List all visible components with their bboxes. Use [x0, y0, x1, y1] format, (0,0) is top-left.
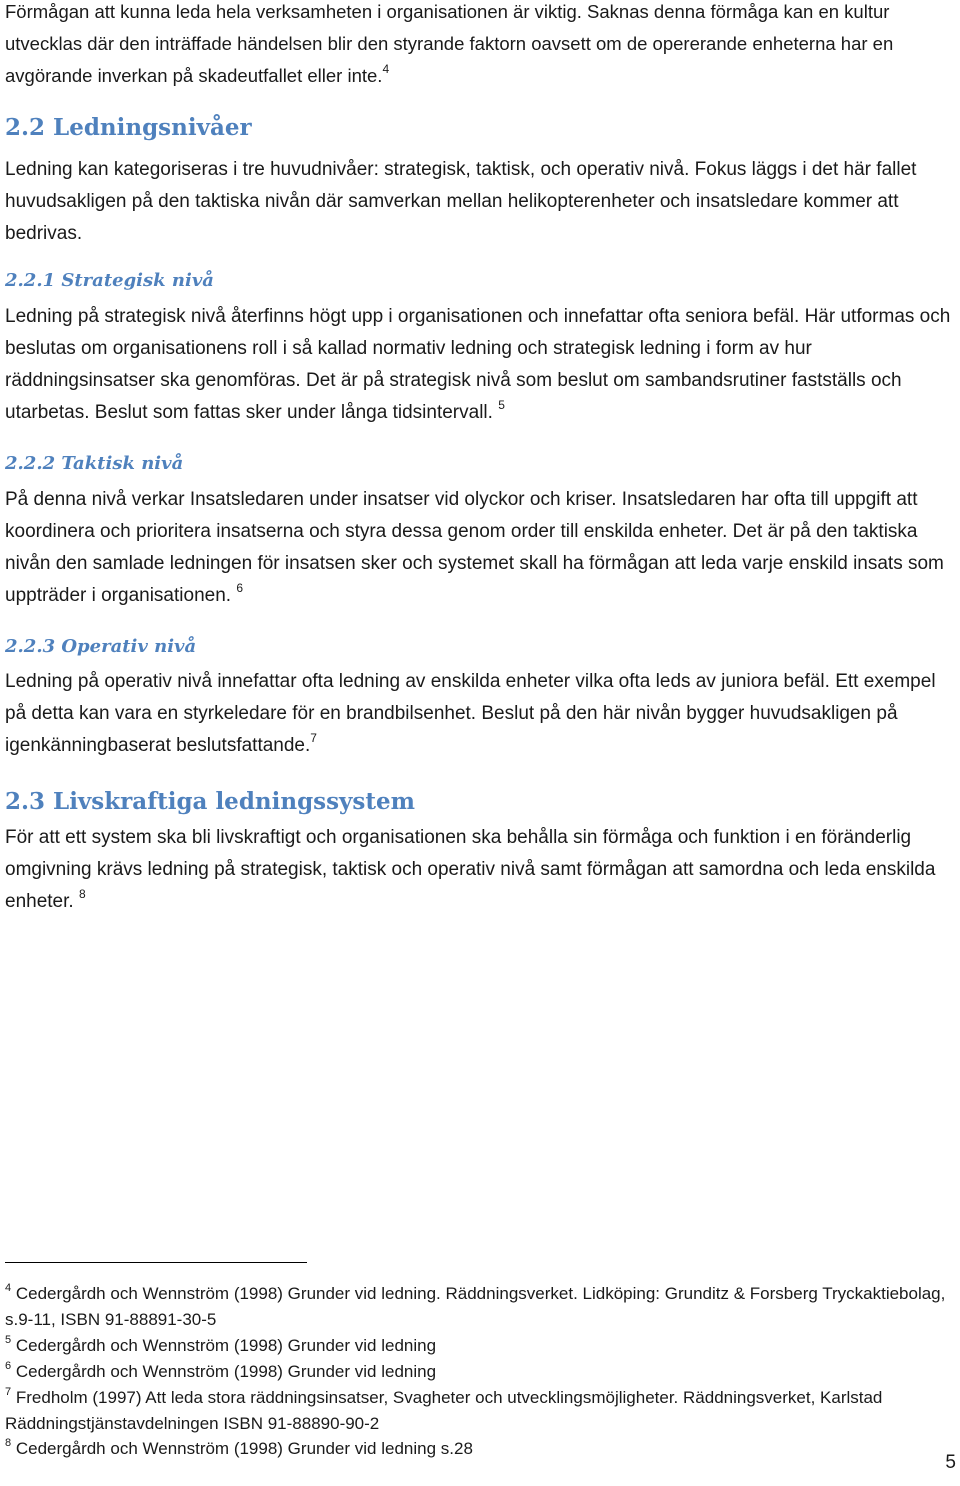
section-2-3-paragraph	[5, 822, 955, 918]
footnote-8-number: 8	[5, 1437, 12, 1449]
section-heading-2-3: 2.3 Livskraftiga ledningssystem	[5, 788, 415, 815]
section-heading-2-2-2: 2.2.2 Taktisk nivå	[5, 453, 184, 474]
section-heading-2-2: 2.2 Ledningsnivåer	[5, 114, 252, 141]
footnote-6	[5, 1359, 955, 1385]
footnote-ref-7[interactable]: 7	[310, 731, 317, 745]
footnote-7-number: 7	[5, 1386, 12, 1398]
footnote-ref-4[interactable]: 4	[382, 62, 390, 76]
section-heading-2-2-1: 2.2.1 Strategisk nivå	[5, 270, 214, 291]
section-2-2-1-text: Ledning på strategisk nivå återfinns högt upp i organisationen och innefattar ofta seniora befäl. Här utformas och beslutas om organisationens roll i så kallad normativ ledning och strategisk ledning i form av hur räddningsinsatser ska genomföras. Det är på strategisk nivå som beslut om sambandsrutiner fastställs och utarbetas. Beslut som fattas sker under långa tidsintervall.	[5, 306, 951, 423]
section-heading-2-2-3: 2.2.3 Operativ nivå	[5, 636, 197, 657]
footnote-4-number: 4	[5, 1282, 12, 1294]
section-2-2-2-text: På denna nivå verkar Insatsledaren under insatser vid olyckor och kriser. Insatsledaren har ofta till uppgift att koordinera och prioritera insatserna och styra dessa genom order till enskilda enheter. Det är på den taktiska nivån den samlade ledningen för insatsen sker och systemet skall ha förmågan att leda varje enskild insats som uppträder i organisationen.	[5, 489, 944, 606]
section-2-3-text: För att ett system ska bli livskraftigt och organisationen ska behålla sin förmåga och funktion i en föränderlig omgivning krävs ledning på strategisk, taktisk och operativ nivå samt förmågan att samordna och leda enskilda enheter.	[5, 827, 936, 912]
footnote-7-text: Fredholm (1997) Att leda stora räddningsinsatser, Svagheter och utvecklingsmöjligheter. Räddningsverket, Karlstad Räddningstjänstavdelningen ISBN 91-88890-90-2	[5, 1388, 883, 1433]
footnote-6-number: 6	[5, 1360, 12, 1372]
footnote-7	[5, 1385, 955, 1437]
footnote-6-text: Cedergårdh och Wennström (1998) Grunder vid ledning	[15, 1362, 437, 1381]
footnote-4	[5, 1281, 955, 1333]
intro-text: Förmågan att kunna leda hela verksamheten i organisationen är viktig. Saknas denna förmåga kan en kultur utvecklas där den inträffade händelsen blir den styrande faktorn oavsett om de opererande enheterna har en avgörande inverkan på skadeutfallet eller inte.	[5, 1, 894, 86]
footnote-ref-6[interactable]: 6	[236, 581, 244, 595]
footnote-5-number: 5	[5, 1334, 12, 1346]
footnote-ref-8[interactable]: 8	[78, 887, 86, 901]
section-2-2-2-paragraph	[5, 484, 955, 612]
footnote-ref-5[interactable]: 5	[498, 398, 505, 412]
footnote-separator	[5, 1262, 307, 1263]
footnote-8-text: Cedergårdh och Wennström (1998) Grunder vid ledning s.28	[15, 1439, 473, 1458]
section-2-2-paragraph: Ledning kan kategoriseras i tre huvudnivåer: strategisk, taktisk, och operativ nivå. Fokus läggs i det här fallet huvudsakligen på den taktiska nivån där samverkan mellan helikopterenheter och insatsledare kommer att bedrivas.	[5, 159, 917, 244]
section-2-2-3-text: Ledning på operativ nivå innefattar ofta ledning av enskilda enheter vilka ofta leds av juniora befäl. Ett exempel på detta kan vara en styrkeledare för en brandbilsenhet. Beslut på den här nivån bygger huvudsakligen på igenkänningbaserat beslutsfattande.	[5, 671, 936, 756]
page-number: 5	[945, 1452, 956, 1473]
footnote-4-text: Cedergårdh och Wennström (1998) Grunder vid ledning. Räddningsverket. Lidköping: Grunditz & Forsberg Tryckaktiebolag, s.9-11, ISBN 91-88891-30-5	[5, 1284, 946, 1329]
footnote-5	[5, 1333, 955, 1359]
intro-paragraph	[5, 0, 955, 92]
footnote-5-text: Cedergårdh och Wennström (1998) Grunder vid ledning	[15, 1336, 437, 1355]
footnote-8	[5, 1436, 955, 1462]
section-2-2-3-paragraph	[5, 666, 955, 762]
section-2-2-1-paragraph	[5, 301, 955, 429]
